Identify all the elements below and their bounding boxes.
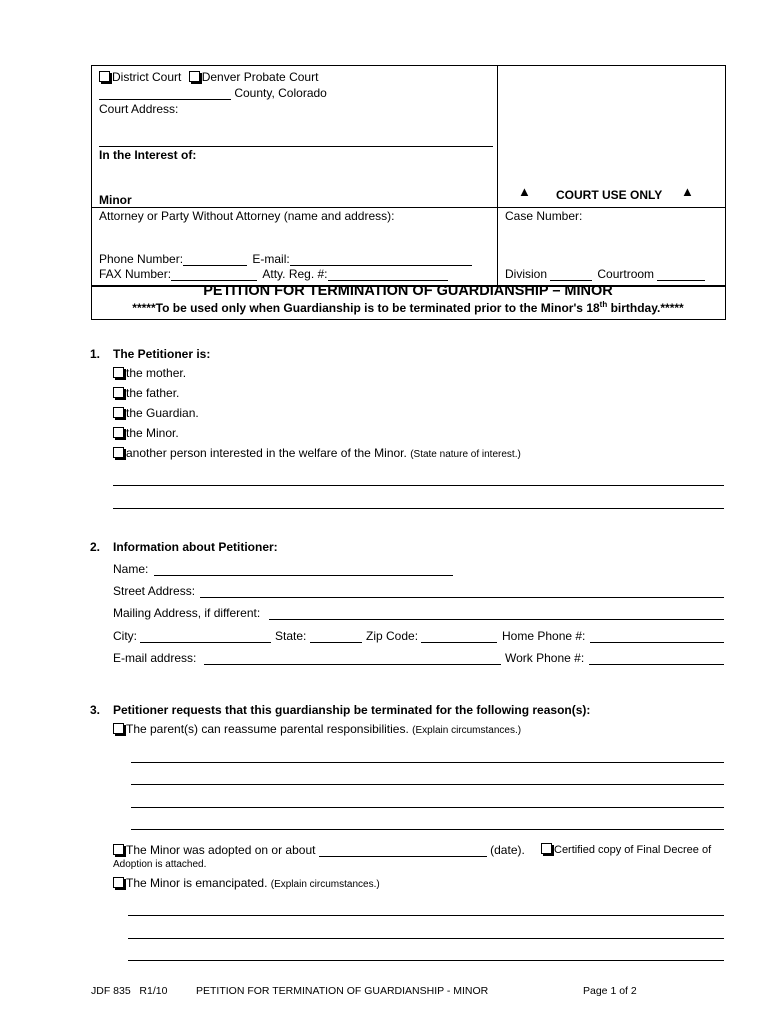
fax-row (99, 267, 448, 281)
explain-line[interactable] (131, 762, 724, 763)
division-row (505, 267, 705, 281)
petitioner-option[interactable]: the mother. (113, 366, 186, 380)
zip-label: Zip Code: (366, 629, 419, 643)
county-row (99, 86, 327, 100)
mailing-label: Mailing Address, if different: (113, 606, 261, 620)
section2-number: 2. (90, 540, 101, 554)
section3-number: 3. (90, 703, 101, 717)
explain-line[interactable] (131, 829, 724, 830)
reason-adopted[interactable]: The Minor was adopted on or about (date). (113, 843, 525, 857)
caption-row-line (91, 207, 725, 208)
fax-field[interactable] (171, 268, 257, 281)
email-label: E-mail: (252, 252, 290, 266)
petitioner-option[interactable]: the Minor. (113, 426, 179, 440)
explain-line[interactable] (128, 960, 724, 961)
checkbox[interactable] (113, 877, 124, 888)
district-court-checkbox[interactable] (99, 71, 110, 82)
court-use-only: COURT USE ONLY (556, 188, 663, 202)
checkbox[interactable] (113, 844, 124, 855)
footer-form-title: PETITION FOR TERMINATION OF GUARDIANSHIP - MINOR (196, 985, 489, 997)
court-type-row (99, 70, 318, 84)
adoption-date-field[interactable] (319, 844, 487, 857)
section1-number: 1. (90, 347, 101, 361)
explain-line[interactable] (131, 807, 724, 808)
petitioner-option[interactable]: the father. (113, 386, 179, 400)
atty-reg-field[interactable] (328, 268, 448, 281)
form-subheading: *****To be used only when Guardianship is to be terminated prior to the Minor's 18th birthday.***** (132, 300, 684, 315)
probate-court-label: Denver Probate Court (201, 70, 319, 84)
email-address-field[interactable] (204, 664, 501, 665)
explain-line[interactable] (128, 915, 724, 916)
checkbox[interactable] (541, 843, 552, 854)
fax-label: FAX Number: (99, 267, 172, 281)
reason-parents[interactable]: The parent(s) can reassume parental responsibilities. (Explain circumstances.) (113, 722, 521, 736)
work-phone-field[interactable] (589, 664, 724, 665)
name-label: Name: (113, 562, 149, 576)
petitioner-option-other[interactable]: another person interested in the welfare of the Minor. (State nature of interest.) (113, 446, 521, 460)
explain-line[interactable] (128, 938, 724, 939)
atty-reg-label: Atty. Reg. #: (262, 267, 328, 281)
state-field[interactable] (310, 642, 362, 643)
street-field[interactable] (200, 597, 724, 598)
street-label: Street Address: (113, 584, 196, 598)
email-address-label: E-mail address: (113, 651, 197, 665)
checkbox[interactable] (113, 427, 124, 438)
interest-line[interactable] (113, 508, 724, 509)
footer-page: Page 1 of 2 (583, 985, 637, 997)
section2-heading: Information about Petitioner: (113, 540, 278, 554)
county-suffix: County, Colorado (234, 86, 327, 100)
home-phone-field[interactable] (590, 642, 724, 643)
city-label: City: (113, 629, 137, 643)
county-field[interactable] (99, 87, 231, 100)
work-phone-label: Work Phone #: (505, 651, 585, 665)
minor-label: Minor (99, 193, 132, 207)
division-label: Division (505, 267, 548, 281)
name-field[interactable] (154, 575, 453, 576)
explain-line[interactable] (131, 784, 724, 785)
petitioner-option[interactable]: the Guardian. (113, 406, 199, 420)
section3-heading: Petitioner requests that this guardianship be terminated for the following reason(s): (113, 703, 591, 717)
phone-label: Phone Number: (99, 252, 184, 266)
caption-divider (497, 65, 498, 286)
mailing-field[interactable] (269, 619, 724, 620)
city-field[interactable] (140, 642, 271, 643)
interest-label: In the Interest of: (99, 148, 197, 162)
courtroom-label: Courtroom (597, 267, 655, 281)
checkbox[interactable] (113, 367, 124, 378)
checkbox[interactable] (113, 723, 124, 734)
up-arrow-icon: ▲ (681, 184, 694, 199)
adoption-attached-text: Adoption is attached. (113, 859, 207, 870)
home-phone-label: Home Phone #: (502, 629, 586, 643)
division-field[interactable] (550, 268, 592, 281)
checkbox[interactable] (113, 447, 124, 458)
courtroom-field[interactable] (657, 268, 705, 281)
probate-court-checkbox[interactable] (189, 71, 200, 82)
district-court-label: District Court (112, 70, 182, 84)
form-heading: PETITION FOR TERMINATION OF GUARDIANSHIP – MINOR (203, 283, 613, 299)
court-address-line[interactable] (99, 146, 493, 147)
attorney-label: Attorney or Party Without Attorney (name and address): (99, 209, 395, 223)
certified-copy-option[interactable]: Certified copy of Final Decree of (541, 843, 711, 856)
zip-field[interactable] (421, 642, 497, 643)
up-arrow-icon: ▲ (518, 184, 531, 199)
interest-line[interactable] (113, 485, 724, 486)
state-label: State: (275, 629, 307, 643)
email-field[interactable] (290, 253, 472, 266)
reason-emancipated[interactable]: The Minor is emancipated. (Explain circumstances.) (113, 876, 380, 890)
checkbox[interactable] (113, 407, 124, 418)
case-number-label: Case Number: (505, 209, 583, 223)
court-address-label: Court Address: (99, 102, 179, 116)
phone-row (99, 252, 472, 266)
footer-form-id: JDF 835 R1/10 (91, 985, 168, 997)
section1-heading: The Petitioner is: (113, 347, 211, 361)
checkbox[interactable] (113, 387, 124, 398)
phone-field[interactable] (183, 253, 247, 266)
